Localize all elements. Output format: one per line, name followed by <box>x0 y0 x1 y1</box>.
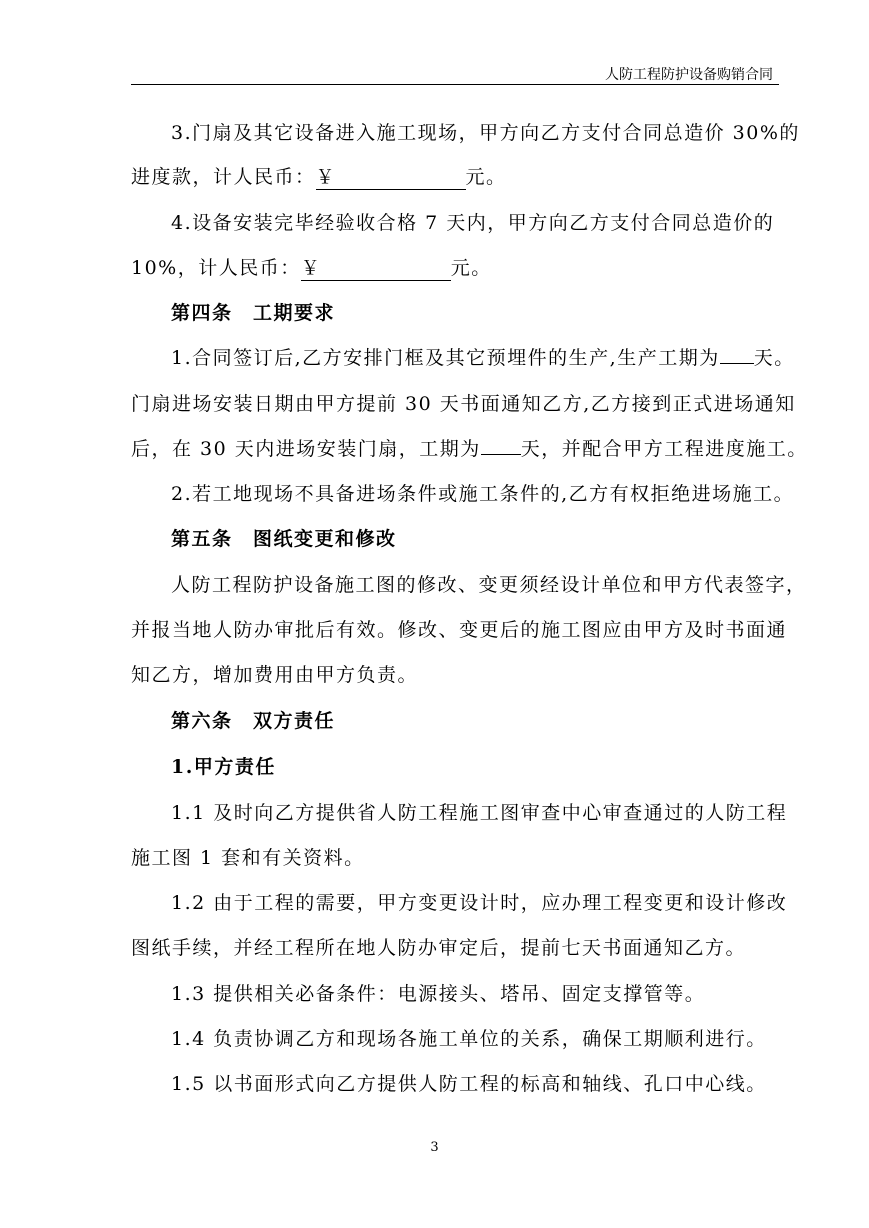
article-4-para-1-line-3 <box>131 434 808 461</box>
item-1-4: 1.4 负责协调乙方和现场各施工单位的关系，确保工期顺利进行。 <box>171 1028 767 1050</box>
unit-yuan: 元。 <box>465 166 507 188</box>
payment-clause-4-line-2 <box>131 253 492 281</box>
amount-blank-30pct <box>316 162 466 190</box>
payment-clause-3-line-1: 3.门扇及其它设备进入施工现场，甲方向乙方支付合同总造价 30%的 <box>171 122 800 144</box>
amount-blank-10pct <box>301 253 451 281</box>
running-header: 人防工程防护设备购销合同 <box>605 67 773 83</box>
item-1-2-line-2: 图纸手续，并经工程所在地人防办审定后，提前七天书面通知乙方。 <box>131 937 747 959</box>
article-4-para-1-tail: 天，并配合甲方工程进度施工。 <box>520 438 808 460</box>
item-1-5: 1.5 以书面形式向乙方提供人防工程的标高和轴线、孔口中心线。 <box>171 1073 767 1095</box>
article-5-line-1: 人防工程防护设备施工图的修改、变更须经设计单位和甲方代表签字， <box>171 574 807 596</box>
item-1-3: 1.3 提供相关必备条件：电源接头、塔吊、固定支撑管等。 <box>171 983 706 1005</box>
article-6-heading: 第六条 双方责任 <box>171 710 336 732</box>
production-days-blank <box>720 345 754 364</box>
article-4-para-1-line-1 <box>171 343 795 370</box>
unit-days: 天。 <box>753 347 795 369</box>
article-4-para-1-text: 1.合同签订后,乙方安排门框及其它预埋件的生产,生产工期为 <box>171 347 720 369</box>
item-1-2-line-1: 1.2 由于工程的需要，甲方变更设计时，应办理工程变更和设计修改 <box>171 892 788 914</box>
payment-clause-3-prefix: 进度款，计人民币： <box>131 166 316 188</box>
payment-clause-3-line-2 <box>131 162 507 190</box>
unit-yuan: 元。 <box>450 257 492 279</box>
payment-clause-4-prefix: 10%，计人民币： <box>131 257 301 279</box>
article-4-para-1-text-2: 后，在 30 天内进场安装门扇，工期为 <box>131 438 481 460</box>
page-number: 3 <box>430 1140 439 1155</box>
article-4-heading: 第四条 工期要求 <box>171 302 336 324</box>
install-days-blank <box>481 436 521 455</box>
article-5-heading: 第五条 图纸变更和修改 <box>171 528 397 550</box>
item-1-1-line-2: 施工图 1 套和有关资料。 <box>131 847 365 869</box>
article-5-line-3: 知乙方，增加费用由甲方负责。 <box>131 664 419 686</box>
yen-sign: ￥ <box>315 166 337 188</box>
article-5-line-2: 并报当地人防办审批后有效。修改、变更后的施工图应由甲方及时书面通 <box>131 619 788 641</box>
header-rule <box>131 84 779 85</box>
item-1-1-line-1: 1.1 及时向乙方提供省人防工程施工图审查中心审查通过的人防工程 <box>171 802 788 824</box>
payment-clause-4-line-1: 4.设备安装完毕经验收合格 7 天内，甲方向乙方支付合同总造价的 <box>171 212 775 234</box>
yen-sign: ￥ <box>300 257 322 279</box>
article-4-para-1-line-2: 门扇进场安装日期由甲方提前 30 天书面通知乙方,乙方接到正式进场通知 <box>131 393 796 415</box>
article-4-para-2: 2.若工地现场不具备进场条件或施工条件的,乙方有权拒绝进场施工。 <box>171 483 795 505</box>
party-a-responsibility-heading: 1.甲方责任 <box>171 756 276 778</box>
